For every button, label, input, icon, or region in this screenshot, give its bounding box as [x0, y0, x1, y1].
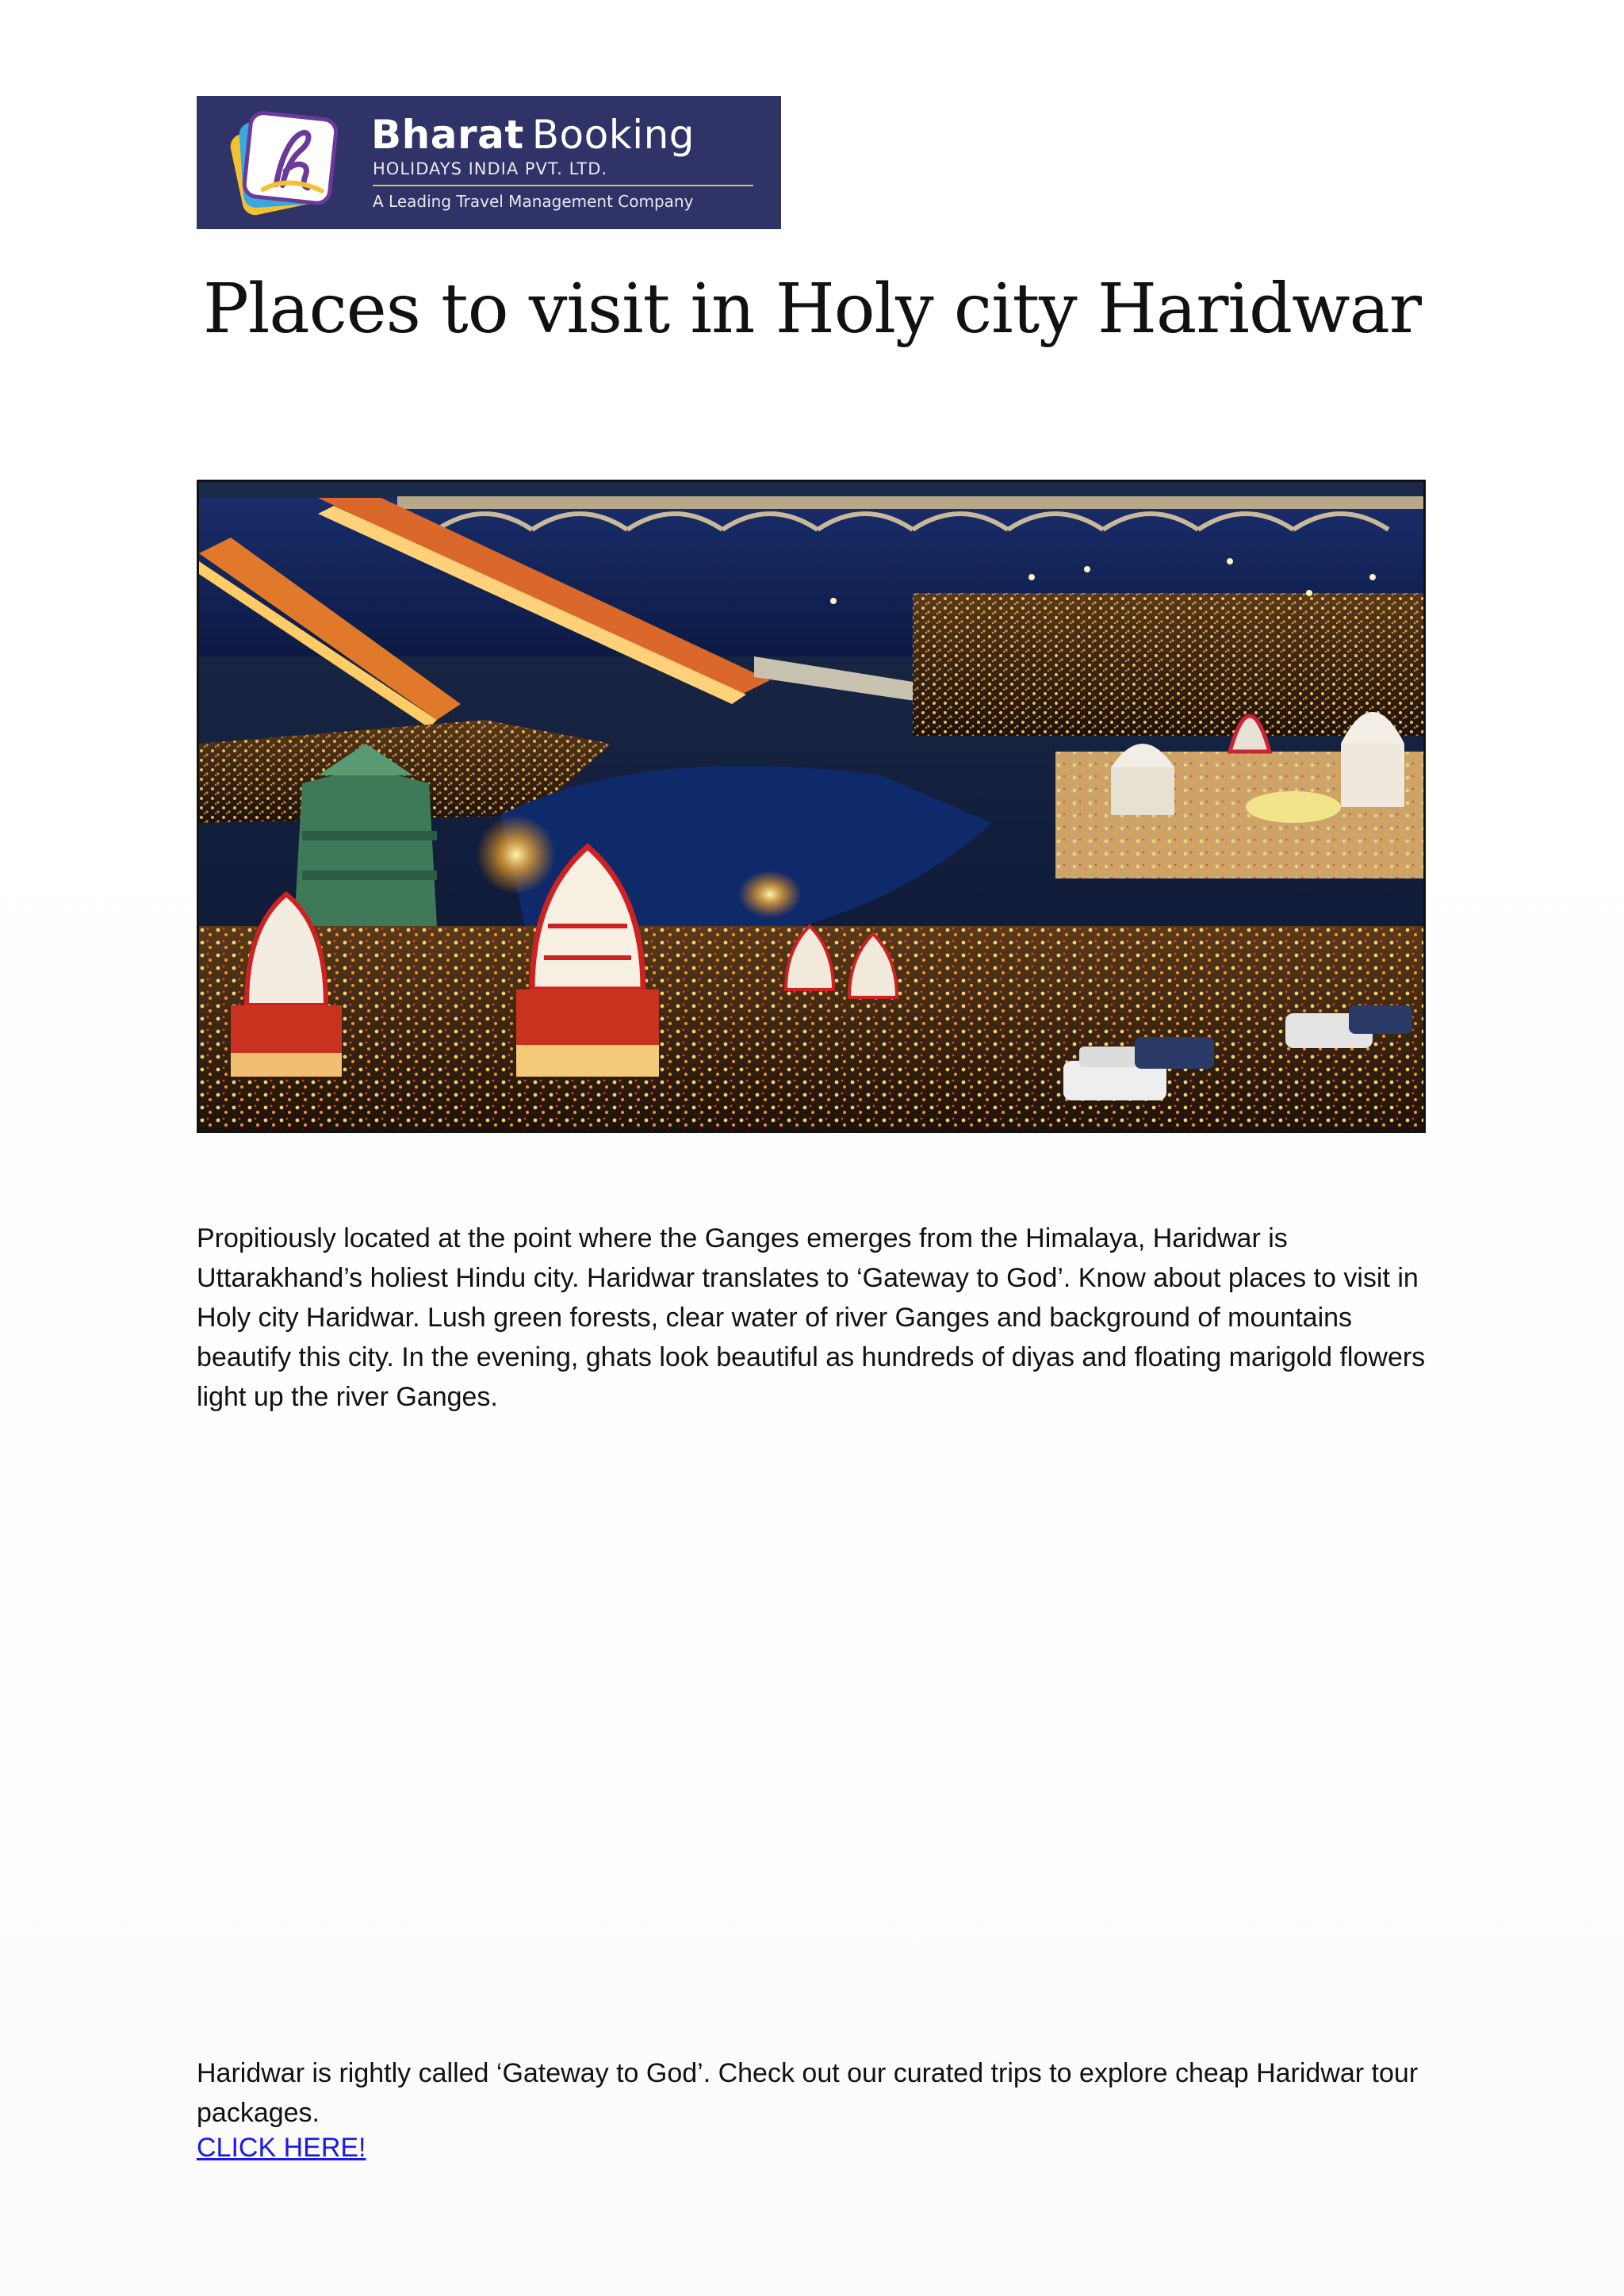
logo-divider	[373, 185, 753, 186]
logo-tagline: A Leading Travel Management Company	[373, 192, 694, 211]
cta-paragraph: Haridwar is rightly called ‘Gateway to God’. Check out our curated trips to explore cheap Haridwar tour packages.	[197, 2058, 1419, 2128]
click-here-link[interactable]: CLICK HERE!	[197, 2133, 366, 2163]
bharat-booking-logo[interactable]	[197, 96, 781, 229]
logo-subtitle: HOLIDAYS INDIA PVT. LTD.	[373, 159, 608, 178]
intro-paragraph: Propitiously located at the point where the Ganges emerges from the Himalaya, Haridwar is Uttarakhand’s holiest Hindu city. Haridwar translates to ‘Gateway to God’. Know about places to visit in Holy city Haridwar. Lush green forests, clear water of river Ganges and background of mountains beautify this city. In the evening, ghats look beautiful as hundreds of diyas and floating marigold flowers light up the river Ganges.	[197, 1223, 1426, 1412]
logo-brand-light: Booking	[531, 112, 695, 158]
page-title: Places to visit in Holy city Haridwar	[203, 270, 1421, 349]
logo-brand-bold: Bharat	[371, 112, 524, 158]
logo-brand-name	[371, 112, 695, 158]
haridwar-ghats-image	[199, 482, 1423, 1131]
haridwar-night-photo	[197, 480, 1426, 1133]
